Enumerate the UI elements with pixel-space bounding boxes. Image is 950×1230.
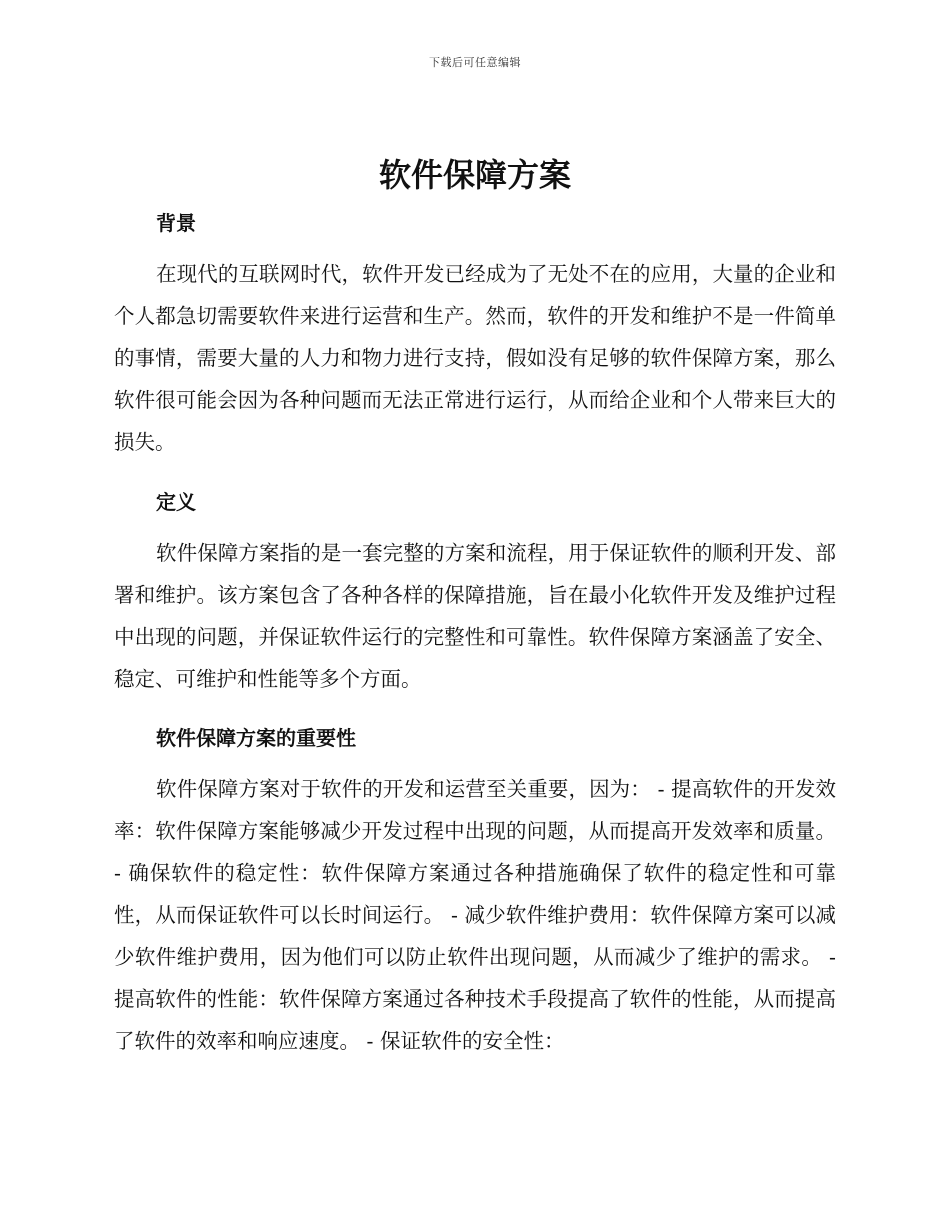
section-heading-importance: 软件保障方案的重要性 bbox=[156, 726, 356, 750]
section-paragraph-importance: 软件保障方案对于软件的开发和运营至关重要，因为： - 提高软件的开发效率：软件保障方案能够减少开发过程中出现的问题，从而提高开发效率和质量。 - 确保软件的稳定性：软件保障方案通过各种措施确保了软件的稳定性和可靠性，从而保证软件可以长时间运行。 - 减少软件维护费用：软件保障方案可以减少软件维护费用，因为他们可以防止软件出现问题，从而减少了维护的需求。 - 提高软件的性能：软件保障方案通过各种技术手段提高了软件的性能，从而提高了软件的效率和响应速度。 - 保证软件的安全性： bbox=[114, 777, 836, 1053]
section-paragraph-background: 在现代的互联网时代，软件开发已经成为了无处不在的应用，大量的企业和个人都急切需要软件来进行运营和生产。然而，软件的开发和维护不是一件简单的事情，需要大量的人力和物力进行支持，假如没有足够的软件保障方案，那么软件很可能会因为各种问题而无法正常进行运行，从而给企业和个人带来巨大的损失。 bbox=[114, 262, 836, 454]
document-title: 软件保障方案 bbox=[378, 156, 571, 194]
section-paragraph-definition: 软件保障方案指的是一套完整的方案和流程，用于保证软件的顺利开发、部署和维护。该方案包含了各种各样的保障措施，旨在最小化软件开发及维护过程中出现的问题，并保证软件运行的完整性和可靠性。软件保障方案涵盖了安全、稳定、可维护和性能等多个方面。 bbox=[114, 541, 836, 691]
page-header-note: 下载后可任意编辑 bbox=[429, 56, 521, 69]
section-heading-background: 背景 bbox=[156, 211, 196, 235]
section-heading-definition: 定义 bbox=[156, 490, 196, 514]
